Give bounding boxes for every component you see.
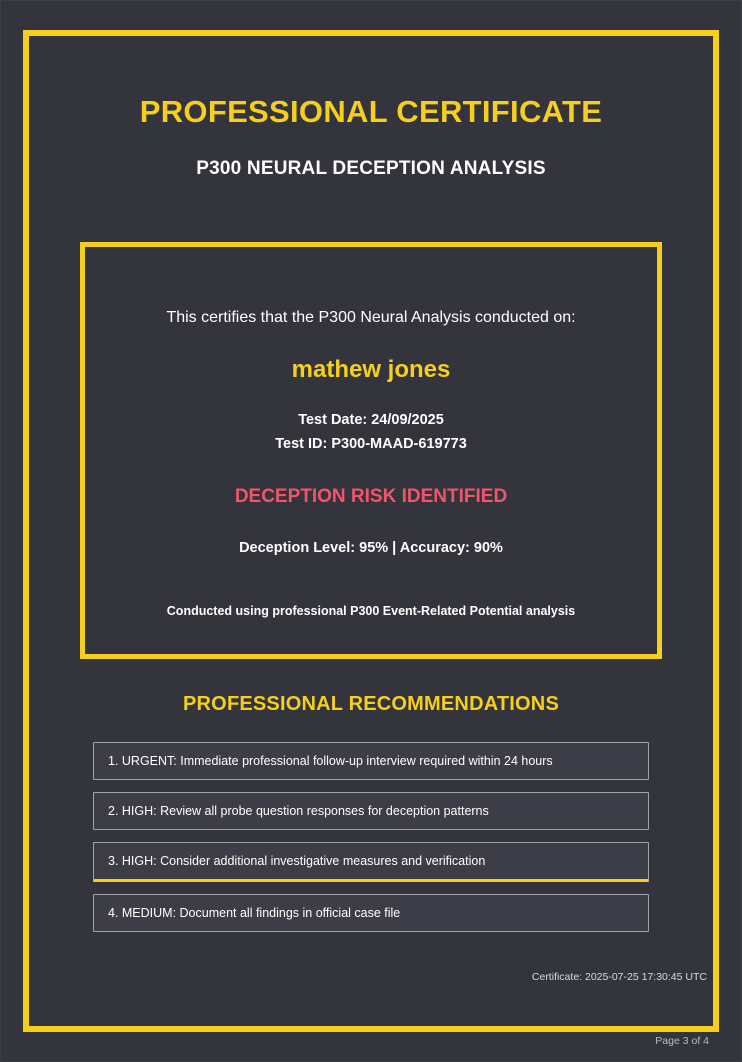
list-item: 1. URGENT: Immediate professional follow-up interview required within 24 hours bbox=[93, 742, 649, 780]
test-id: Test ID: P300-MAAD-619773 bbox=[275, 436, 467, 452]
certificate-content bbox=[29, 36, 713, 1026]
list-item: 3. HIGH: Consider additional investigative measures and verification bbox=[93, 842, 649, 882]
page-subtitle: P300 NEURAL DECEPTION ANALYSIS bbox=[196, 158, 546, 179]
page-title: PROFESSIONAL CERTIFICATE bbox=[139, 94, 603, 129]
certifies-statement: This certifies that the P300 Neural Analysis conducted on: bbox=[166, 309, 576, 326]
test-date: Test Date: 24/09/2025 bbox=[298, 412, 444, 428]
subject-name: mathew jones bbox=[291, 356, 451, 383]
certificate-details-box bbox=[80, 242, 662, 659]
method-note: Conducted using professional P300 Event-Related Potential analysis bbox=[166, 604, 576, 618]
certificate-outer-frame bbox=[23, 30, 719, 1032]
deception-accuracy-levels: Deception Level: 95% | Accuracy: 90% bbox=[239, 540, 503, 556]
list-item: 2. HIGH: Review all probe question responses for deception patterns bbox=[93, 792, 649, 830]
status-badge: DECEPTION RISK IDENTIFIED bbox=[234, 486, 508, 507]
recommendations-title: PROFESSIONAL RECOMMENDATIONS bbox=[183, 693, 559, 715]
certificate-stamp: Certificate: 2025-07-25 17:30:45 UTC bbox=[531, 971, 707, 983]
recommendations-list bbox=[93, 742, 649, 932]
page-number: Page 3 of 4 bbox=[655, 1035, 709, 1047]
list-item: 4. MEDIUM: Document all findings in official case file bbox=[93, 894, 649, 932]
